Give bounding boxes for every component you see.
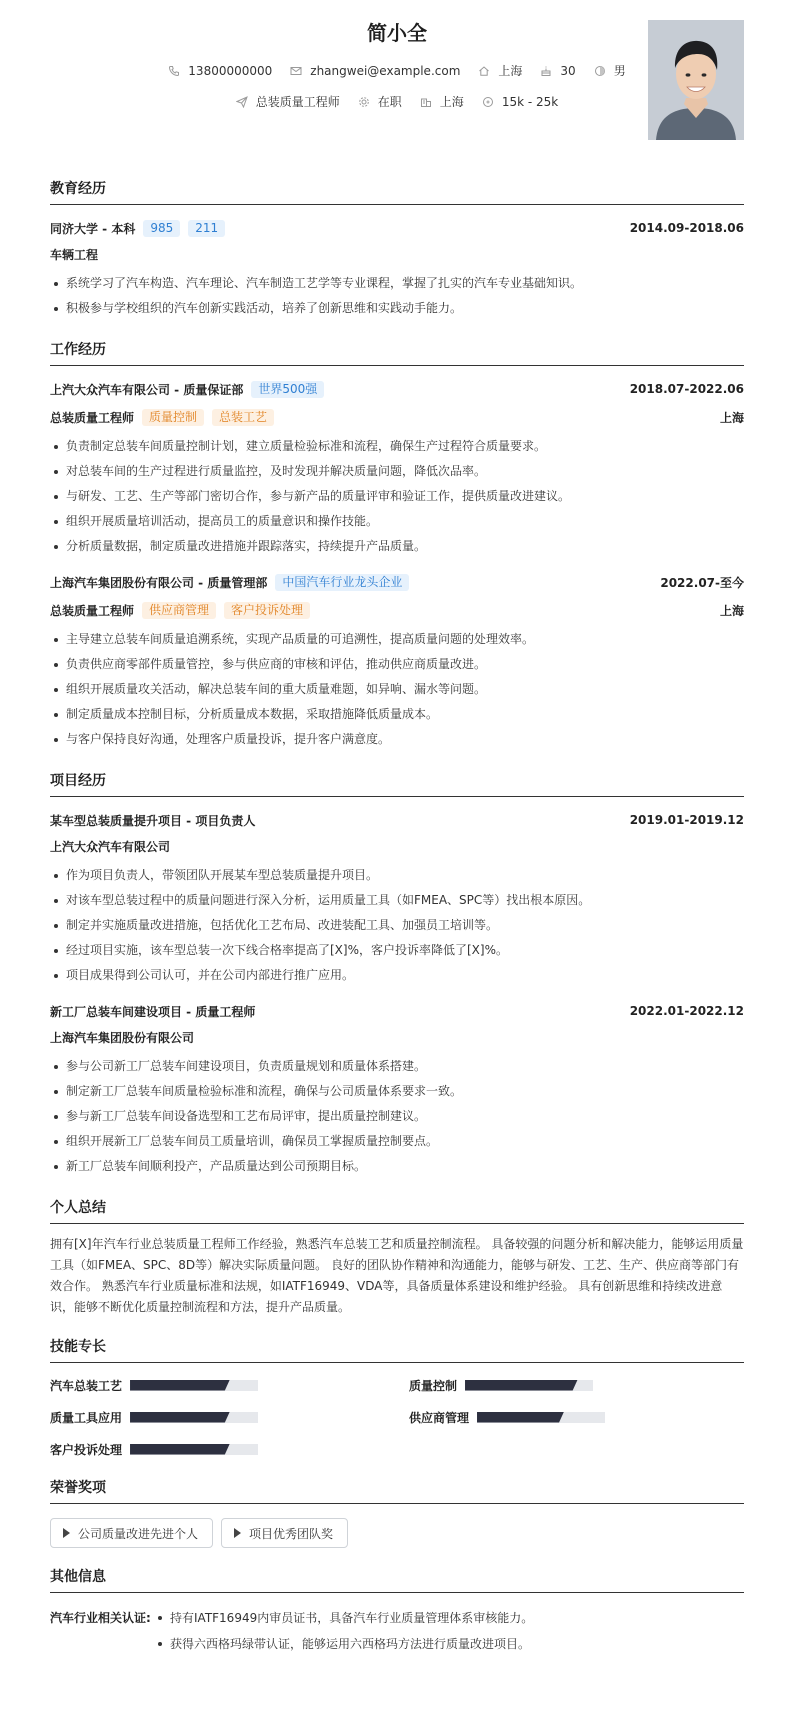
list-item: 与客户保持良好沟通，处理客户质量投诉，提升客户满意度。 xyxy=(50,727,744,752)
skills-title: 技能专长 xyxy=(50,1336,744,1363)
avatar-photo xyxy=(648,20,744,140)
project-name: 新工厂总装车间建设项目 - 质量工程师 xyxy=(50,1004,256,1019)
list-item: 系统学习了汽车构造、汽车理论、汽车制造工艺学等专业课程，掌握了扎实的汽车专业基础知识。 xyxy=(50,271,744,296)
skill-bar-fill xyxy=(477,1412,564,1423)
list-item: 对总装车间的生产过程进行质量监控，及时发现并解决质量问题，降低次品率。 xyxy=(50,459,744,484)
award-item xyxy=(50,1518,213,1548)
work-location: 上海 xyxy=(719,410,744,425)
project-company: 上海汽车集团股份有限公司 xyxy=(50,1031,195,1045)
skill-name: 供应商管理 xyxy=(409,1410,470,1425)
email-text[interactable]: zhangwei@example.com xyxy=(310,63,461,78)
cake-icon xyxy=(540,65,552,77)
skill-name: 客户投诉处理 xyxy=(50,1442,123,1457)
list-item: 负责供应商零部件质量管控，参与供应商的审核和评估，推动供应商质量改进。 xyxy=(50,652,744,677)
list-item: 对该车型总装过程中的质量问题进行深入分析，运用质量工具（如FMEA、SPC等）找出根本原因。 xyxy=(50,888,744,913)
list-item: 参与公司新工厂总装车间建设项目，负责质量规划和质量体系搭建。 xyxy=(50,1054,744,1079)
work-title: 工作经历 xyxy=(50,339,744,366)
contact-row xyxy=(50,62,744,79)
skill-bar-fill xyxy=(465,1380,578,1391)
skill-bar xyxy=(130,1380,258,1391)
project-entry xyxy=(50,1000,744,1179)
project-title: 项目经历 xyxy=(50,770,744,797)
education-date: 2014.09-2018.06 xyxy=(629,221,744,235)
status-info xyxy=(358,93,402,110)
skill-bar xyxy=(130,1444,258,1455)
work-entry xyxy=(50,378,744,559)
city-info xyxy=(478,62,522,79)
list-item: 制定质量成本控制目标，分析质量成本数据，采取措施降低质量成本。 xyxy=(50,702,744,727)
skill-item xyxy=(50,1407,385,1427)
send-icon xyxy=(236,96,248,108)
list-item: 参与新工厂总装车间设备选型和工艺布局评审，提出质量控制建议。 xyxy=(50,1104,744,1129)
awards-list xyxy=(50,1518,744,1548)
education-entry xyxy=(50,217,744,321)
city-text: 上海 xyxy=(498,64,523,78)
list-item: 持有IATF16949内审员证书，具备汽车行业质量管理体系审核能力。 xyxy=(154,1605,533,1631)
work-section xyxy=(50,339,744,752)
education-title: 教育经历 xyxy=(50,178,744,205)
skill-bar-fill xyxy=(130,1412,230,1423)
age-info xyxy=(540,64,575,78)
skill-name: 质量控制 xyxy=(409,1378,458,1393)
position-tag: 总装工艺 xyxy=(212,409,274,426)
job-title-text: 总装质量工程师 xyxy=(255,95,340,109)
skill-bar-fill xyxy=(130,1444,230,1455)
project-bullets xyxy=(50,863,744,988)
target-city-text: 上海 xyxy=(439,95,464,109)
candidate-name: 简小全 xyxy=(367,21,427,45)
status-text: 在职 xyxy=(377,95,402,109)
work-location: 上海 xyxy=(719,603,744,618)
summary-text: 拥有[X]年汽车行业总装质量工程师工作经验，熟悉汽车总装工艺和质量控制流程。 具备较强的问题分析和解决能力，能够运用质量工具（如FMEA、SPC、8D等）解决实际质量问题。 良好的团队协作精神和沟通能力，能够与研发、工艺、生产、供应商等部门有效合作。 熟悉汽车行业质量标准和法规，如IATF16949、VDA等，具备质量体系建设和维护经验。 具有创新思维和持续改进意识，能够不断优化质量控制流程和方法，提升产品质量。 xyxy=(50,1237,744,1314)
skill-item xyxy=(409,1375,744,1395)
position-name: 总装质量工程师 xyxy=(50,603,135,618)
list-item: 与研发、工艺、生产等部门密切合作，参与新产品的质量评审和验证工作，提供质量改进建议。 xyxy=(50,484,744,509)
company-name: 上汽大众汽车有限公司 - 质量保证部 xyxy=(50,382,244,397)
job-intent-row xyxy=(50,93,744,110)
building-icon xyxy=(420,96,432,108)
list-item: 获得六西格玛绿带认证，能够运用六西格玛方法进行质量改进项目。 xyxy=(154,1631,533,1657)
list-item: 组织开展质量培训活动，提高员工的质量意识和操作技能。 xyxy=(50,509,744,534)
school-tag: 985 xyxy=(143,220,180,237)
list-item: 项目成果得到公司认可，并在公司内部进行推广应用。 xyxy=(50,963,744,988)
skill-name: 质量工具应用 xyxy=(50,1410,123,1425)
work-date: 2018.07-2022.06 xyxy=(629,382,744,396)
project-date: 2022.01-2022.12 xyxy=(629,1004,744,1018)
project-company: 上汽大众汽车有限公司 xyxy=(50,840,171,854)
list-item: 制定新工厂总装车间质量检验标准和流程，确保与公司质量体系要求一致。 xyxy=(50,1079,744,1104)
list-item: 制定并实施质量改进措施，包括优化工艺布局、改进装配工具、加强员工培训等。 xyxy=(50,913,744,938)
gear-icon xyxy=(358,96,370,108)
list-item: 主导建立总装车间质量追溯系统，实现产品质量的可追溯性，提高质量问题的处理效率。 xyxy=(50,627,744,652)
other-title: 其他信息 xyxy=(50,1566,744,1593)
work-date: 2022.07-至今 xyxy=(660,575,744,590)
project-section xyxy=(50,770,744,1179)
skills-section xyxy=(50,1336,744,1459)
list-item: 经过项目实施，该车型总装一次下线合格率提高了[X]%，客户投诉率降低了[X]%。 xyxy=(50,938,744,963)
play-icon xyxy=(63,1528,70,1538)
award-label: 项目优秀团队奖 xyxy=(249,1526,334,1541)
list-item: 新工厂总装车间顺利投产，产品质量达到公司预期目标。 xyxy=(50,1154,744,1179)
company-tag: 中国汽车行业龙头企业 xyxy=(275,574,409,591)
school-tag: 211 xyxy=(188,220,225,237)
education-section xyxy=(50,178,744,321)
salary-text: 15k - 25k xyxy=(501,94,559,109)
list-item: 积极参与学校组织的汽车创新实践活动，培养了创新思维和实践动手能力。 xyxy=(50,296,744,321)
company-tag: 世界500强 xyxy=(251,381,324,398)
mail-icon xyxy=(290,65,302,77)
skill-bar-fill xyxy=(130,1380,230,1391)
project-entry xyxy=(50,809,744,988)
phone-icon xyxy=(168,65,180,77)
list-item: 负责制定总装车间质量控制计划，建立质量检验标准和流程，确保生产过程符合质量要求。 xyxy=(50,434,744,459)
summary-title: 个人总结 xyxy=(50,1197,744,1224)
gender-icon xyxy=(594,65,606,77)
skill-name: 汽车总装工艺 xyxy=(50,1378,123,1393)
list-item: 作为项目负责人，带领团队开展某车型总装质量提升项目。 xyxy=(50,863,744,888)
education-bullets xyxy=(50,271,744,321)
awards-title: 荣誉奖项 xyxy=(50,1477,744,1504)
position-tag: 质量控制 xyxy=(142,409,204,426)
list-item: 分析质量数据，制定质量改进措施并跟踪落实，持续提升产品质量。 xyxy=(50,534,744,559)
award-label: 公司质量改进先进个人 xyxy=(78,1526,199,1541)
position-tag: 客户投诉处理 xyxy=(224,602,310,619)
skill-bar xyxy=(465,1380,593,1391)
phone-text: 13800000000 xyxy=(188,63,273,78)
phone-info xyxy=(168,64,272,78)
skills-grid xyxy=(50,1375,744,1459)
other-section xyxy=(50,1566,744,1657)
coin-icon xyxy=(482,96,494,108)
skill-bar xyxy=(477,1412,605,1423)
other-bullets xyxy=(154,1605,533,1657)
list-item: 组织开展新工厂总装车间员工质量培训，确保员工掌握质量控制要点。 xyxy=(50,1129,744,1154)
skill-item xyxy=(50,1375,385,1395)
education-row xyxy=(50,217,744,239)
work-entry xyxy=(50,571,744,752)
position-name: 总装质量工程师 xyxy=(50,410,135,425)
job-title-info xyxy=(236,93,340,110)
position-tag: 供应商管理 xyxy=(142,602,216,619)
other-label: 汽车行业相关认证: xyxy=(50,1611,151,1625)
project-date: 2019.01-2019.12 xyxy=(629,813,744,827)
home-icon xyxy=(478,65,490,77)
company-name: 上海汽车集团股份有限公司 - 质量管理部 xyxy=(50,575,268,590)
email-info xyxy=(290,64,460,78)
play-icon xyxy=(234,1528,241,1538)
gender-text: 男 xyxy=(613,64,626,78)
skill-item xyxy=(50,1439,385,1459)
list-item: 组织开展质量攻关活动，解决总装车间的重大质量难题，如异响、漏水等问题。 xyxy=(50,677,744,702)
project-name: 某车型总装质量提升项目 - 项目负责人 xyxy=(50,813,256,828)
major-name: 车辆工程 xyxy=(50,248,99,262)
awards-section xyxy=(50,1477,744,1548)
summary-section xyxy=(50,1197,744,1318)
project-bullets xyxy=(50,1054,744,1179)
gender-info xyxy=(594,62,626,79)
school-name: 同济大学 - 本科 xyxy=(50,221,136,236)
salary-info xyxy=(482,95,558,109)
work-bullets xyxy=(50,627,744,752)
award-item xyxy=(221,1518,348,1548)
resume-header xyxy=(50,18,744,160)
work-bullets xyxy=(50,434,744,559)
age-text: 30 xyxy=(560,63,576,78)
skill-bar xyxy=(130,1412,258,1423)
target-city-info xyxy=(420,93,464,110)
other-row xyxy=(50,1605,744,1657)
skill-item xyxy=(409,1407,744,1427)
